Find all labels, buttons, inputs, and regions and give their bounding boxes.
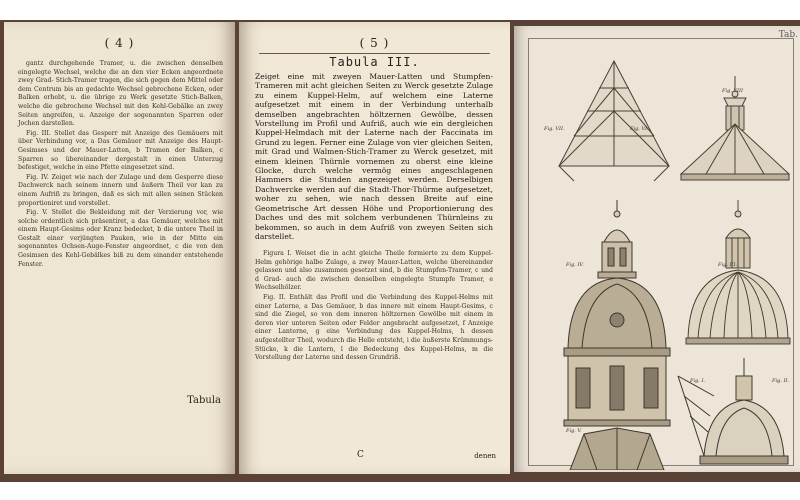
figure-label-vii: Fig. VII. [544, 126, 565, 132]
dome-section-figure [674, 356, 796, 468]
catchword-left: Tabula [187, 395, 221, 406]
figure-label-vi: Fig. VI. [630, 126, 649, 132]
page-number-middle: ( 5 ) [359, 36, 390, 50]
plate-label: Tab. [778, 30, 798, 40]
figure-label-v: Fig. V. [566, 428, 582, 434]
figure-label-viii: Fig. VIII [722, 88, 743, 94]
dome-framing-figure [682, 198, 794, 348]
left-page-text [18, 60, 223, 270]
figure-label-iii: Fig. III. [718, 262, 737, 268]
catchword-middle: denen [474, 452, 496, 460]
lead-text: Zeiget eine mit zweyen Mauer-Latten und Stumpfen-Trameren mit acht gleichen Seiten zu Werck gesetzte Zulage zu einem Kuppel-Helm, auf welchem eine Laterne aufgesetzet mit einem in der Verbindung unterhalb demselben angebrachten höltzernen Gewölbe, dessen Vorstellung im Profil und Aufriß, auch wie ein dergleichen Kuppel-Helmdach mit der Laterne nach der Faccinata im Grund zu legen. Ferner eine Zulage von vier gleichen Seiten, mit Grad und Walmen-Stich-Tramer zu Werck gesetzet, mit einem kleinen Thürnle vornemen zu oberst eine kleine Glocke, durch welche vermög eines angeschlagenen Hammers die Stunden angezeiget werden. Derselbigen Dachwercke werden auf die Stadt-Thor-Thürme aufgesetzet, woher zu sehen, wie nach dessen Breite auf eine Geometrische Art dessen Höhe und Proportionierung des Daches und des mit solchem verbundenen Thürnleins zu bekommen, so auch in dem Aufriß von zweyen Seiten sich darstellet. [255, 72, 493, 241]
middle-page-text [255, 250, 493, 364]
figure-label-ii: Fig. II. [772, 378, 789, 384]
engraved-plate [514, 26, 800, 472]
paragraph: gantz durchgehende Tramer, u. die zwischen denselben eingelegte Wechsel, welche die an den vier Ecken angeordnete zwey Grad- Stich-Tramer tragen, die sich gegen dem Mittel oder dem Centrum bis an gedachte Wechsel gebrochene Ecken, oder Balken erhebt, u. die übrige zu Werk gesetzte Stich-Balken, welche die gebrochene Wechsel mit den Kehl-Gebälke an zwey Seiten angreifen, u. Anzeige der sogenannten Sparren oder Jochen darstellen. [18, 60, 223, 128]
figure-label-iv: Fig. IV. [566, 262, 584, 268]
plate-heading: Tabula III. [329, 55, 420, 69]
header-rule [259, 53, 490, 54]
page-number-left: ( 4 ) [104, 36, 135, 50]
left-page [4, 22, 235, 474]
paragraph: Fig. III. Stellet das Gesperr mit Anzeige des Gemäuers mit über Verbindung vor, a Das Gemäuer mit Anzeige des Haupt-Gesimses und der Mauer-Latten, b Tramen der Balken, c Sparren so übereinander dergestalt in einen Unterzug befestiget, welche in eine Pfette eingesetzet sind. [18, 129, 223, 172]
signature-mark: C [357, 450, 364, 460]
middle-page [239, 22, 510, 474]
roof-truss-figure [554, 56, 674, 186]
paragraph: Fig. V. Stellet die Bekleidung mit der Verzierung vor, wie solche ordentlich sich präsentiret, a das Gemäuer, welches mit einem Haupt-Gesims oder Kranz bedecket, b die untere Theil in Gestalt einer verjüngten Pauken, wie in der Mitte ein sogenanntes Ochsen-Auge-Fenster angeordnet, c die von den Gesimsen des Kehl-Gebälkes biß zu dem einander entstehende Fenster. [18, 209, 223, 268]
paragraph: Fig. II. Enthält das Profil und die Verbindung des Kuppel-Helms mit einer Laterne, a Das Gemäuer, b das innere mit einem Haupt-Gesims, c sind die Ziegel, so von dem inneren höltzernen Gewölbe mit einem in deren vier unteren Seiten oder Felder angebracht aufgesetzet, f Anzeige einer Lanterne, g eine Verbindung des Kuppel-Helms, h dessen aufgestellter Theil, wodurch die Helle entsteht, i die äußerste Krümmungs-Stücke, k die Lantern, l die Bedeckung des Kuppel-Helms, m die Vorstellung der Laterne und dessen Grundriß. [255, 293, 493, 362]
lead-paragraph [255, 72, 493, 242]
paragraph: Figura I. Weiset die in acht gleiche Theile formierte zu dem Kuppel-Helm gehörige halbe Zulage, a zwey Mauer-Latten, welche übereinander gelassen und also zusammen gesetzet sind, b die Stumpfen-Tramer, c und d Grad- auch die zwischen denselben eingelegte Stumpfe Tramer, e Wechselhölzer. [255, 250, 493, 292]
figure-label-i: Fig. I. [690, 378, 706, 384]
paragraph: Fig. IV. Zeiget wie nach der Zulage und dem Gesperre diese Dachwerck nach seinem innern und äußern Theil vor kan zu einem Aufriß zu bringen, daß es sich mit allen seinen Stücken proportioniret und vorstellet. [18, 173, 223, 207]
